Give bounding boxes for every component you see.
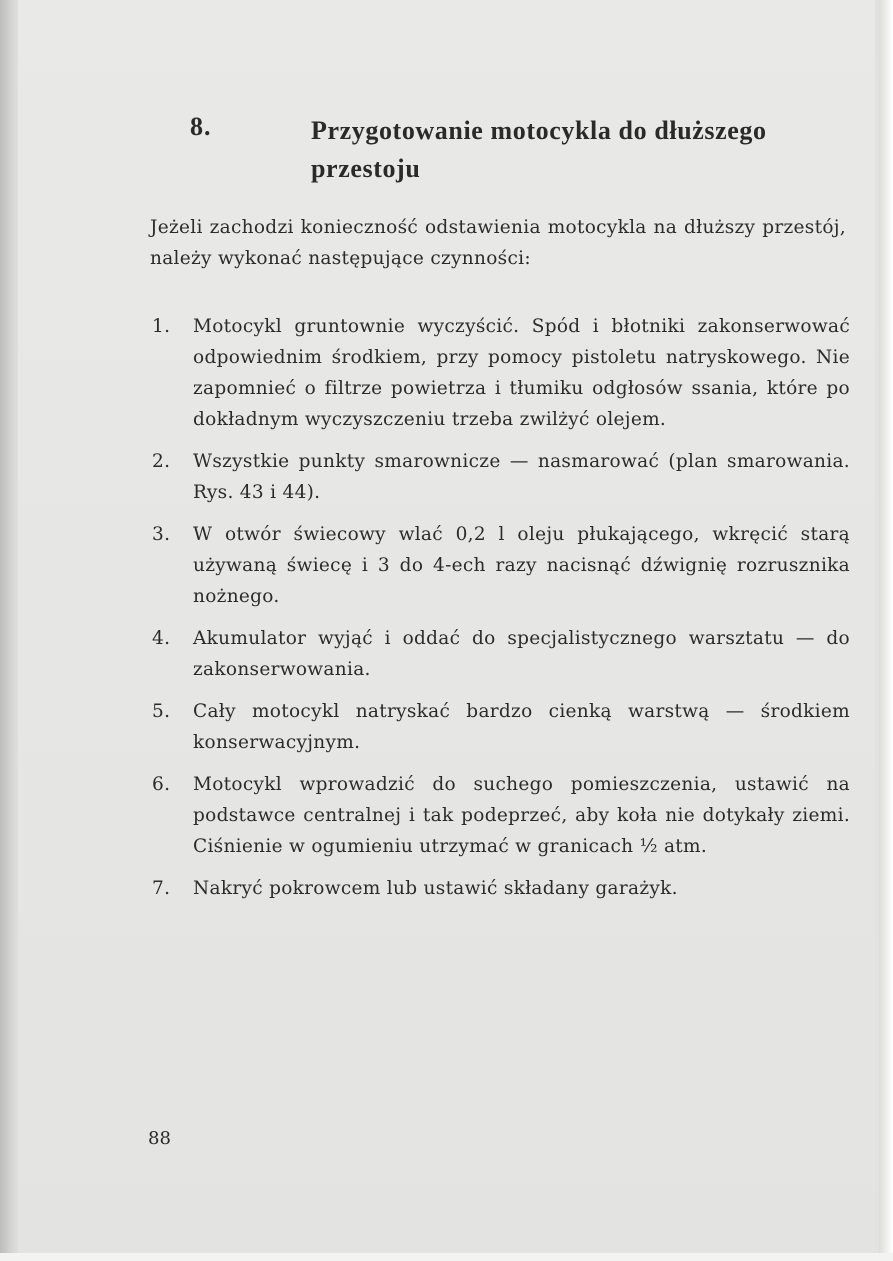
section-title: Przygotowanie motocykla do dłuższego przestoju xyxy=(311,116,767,183)
intro-paragraph: Jeżeli zachodzi konieczność odstawienia motocykla na dłuższy przestój, należy wykonać następujące czynności: xyxy=(150,217,846,269)
step-item xyxy=(150,623,850,685)
step-number: 3. xyxy=(152,524,171,545)
step-number: 5. xyxy=(152,701,171,722)
page-number: 88 xyxy=(148,1128,171,1149)
step-number: 2. xyxy=(152,451,171,472)
step-text: Wszystkie punkty smarownicze — nasmarować (plan smarowania. Rys. 43 i 44). xyxy=(193,451,850,503)
step-item xyxy=(150,446,850,508)
steps-list xyxy=(150,311,850,915)
step-item xyxy=(150,519,850,612)
step-number: 1. xyxy=(152,316,171,337)
step-item xyxy=(150,873,850,904)
step-item xyxy=(150,696,850,758)
book-spine-shadow xyxy=(0,0,20,1261)
page-edge-right xyxy=(879,0,893,1261)
step-text: Nakryć pokrowcem lub ustawić składany garażyk. xyxy=(193,878,678,899)
step-text: Cały motocykl natryskać bardzo cienką warstwą — środkiem konserwacyjnym. xyxy=(193,701,850,753)
step-item xyxy=(150,311,850,435)
step-text: Motocykl wprowadzić do suchego pomieszczenia, ustawić na podstawce centralnej i tak podeprzeć, aby koła nie dotykały ziemi. Ciśnienie w ogumieniu utrzymać w granicach ½ atm. xyxy=(193,774,850,857)
step-text: W otwór świecowy wlać 0,2 l oleju płukającego, wkręcić starą używaną świecę i 3 do 4-ech razy nacisnąć dźwignię rozrusznika nożnego. xyxy=(193,524,850,607)
page-edge-bottom xyxy=(0,1253,893,1261)
step-item xyxy=(150,769,850,862)
step-number: 6. xyxy=(152,774,171,795)
step-text: Motocykl gruntownie wyczyścić. Spód i błotniki zakonserwować odpowiednim środkiem, przy pomocy pistoletu natryskowego. Nie zapomnieć o filtrze powietrza i tłumiku odgłosów ssania, które po dokładnym wyczyszczeniu trzeba zwilżyć olejem. xyxy=(193,316,850,430)
step-number: 7. xyxy=(152,878,171,899)
step-number: 4. xyxy=(152,628,171,649)
step-text: Akumulator wyjąć i oddać do specjalistycznego warsztatu — do zakonserwowania. xyxy=(193,628,850,680)
section-number: 8. xyxy=(190,112,212,141)
